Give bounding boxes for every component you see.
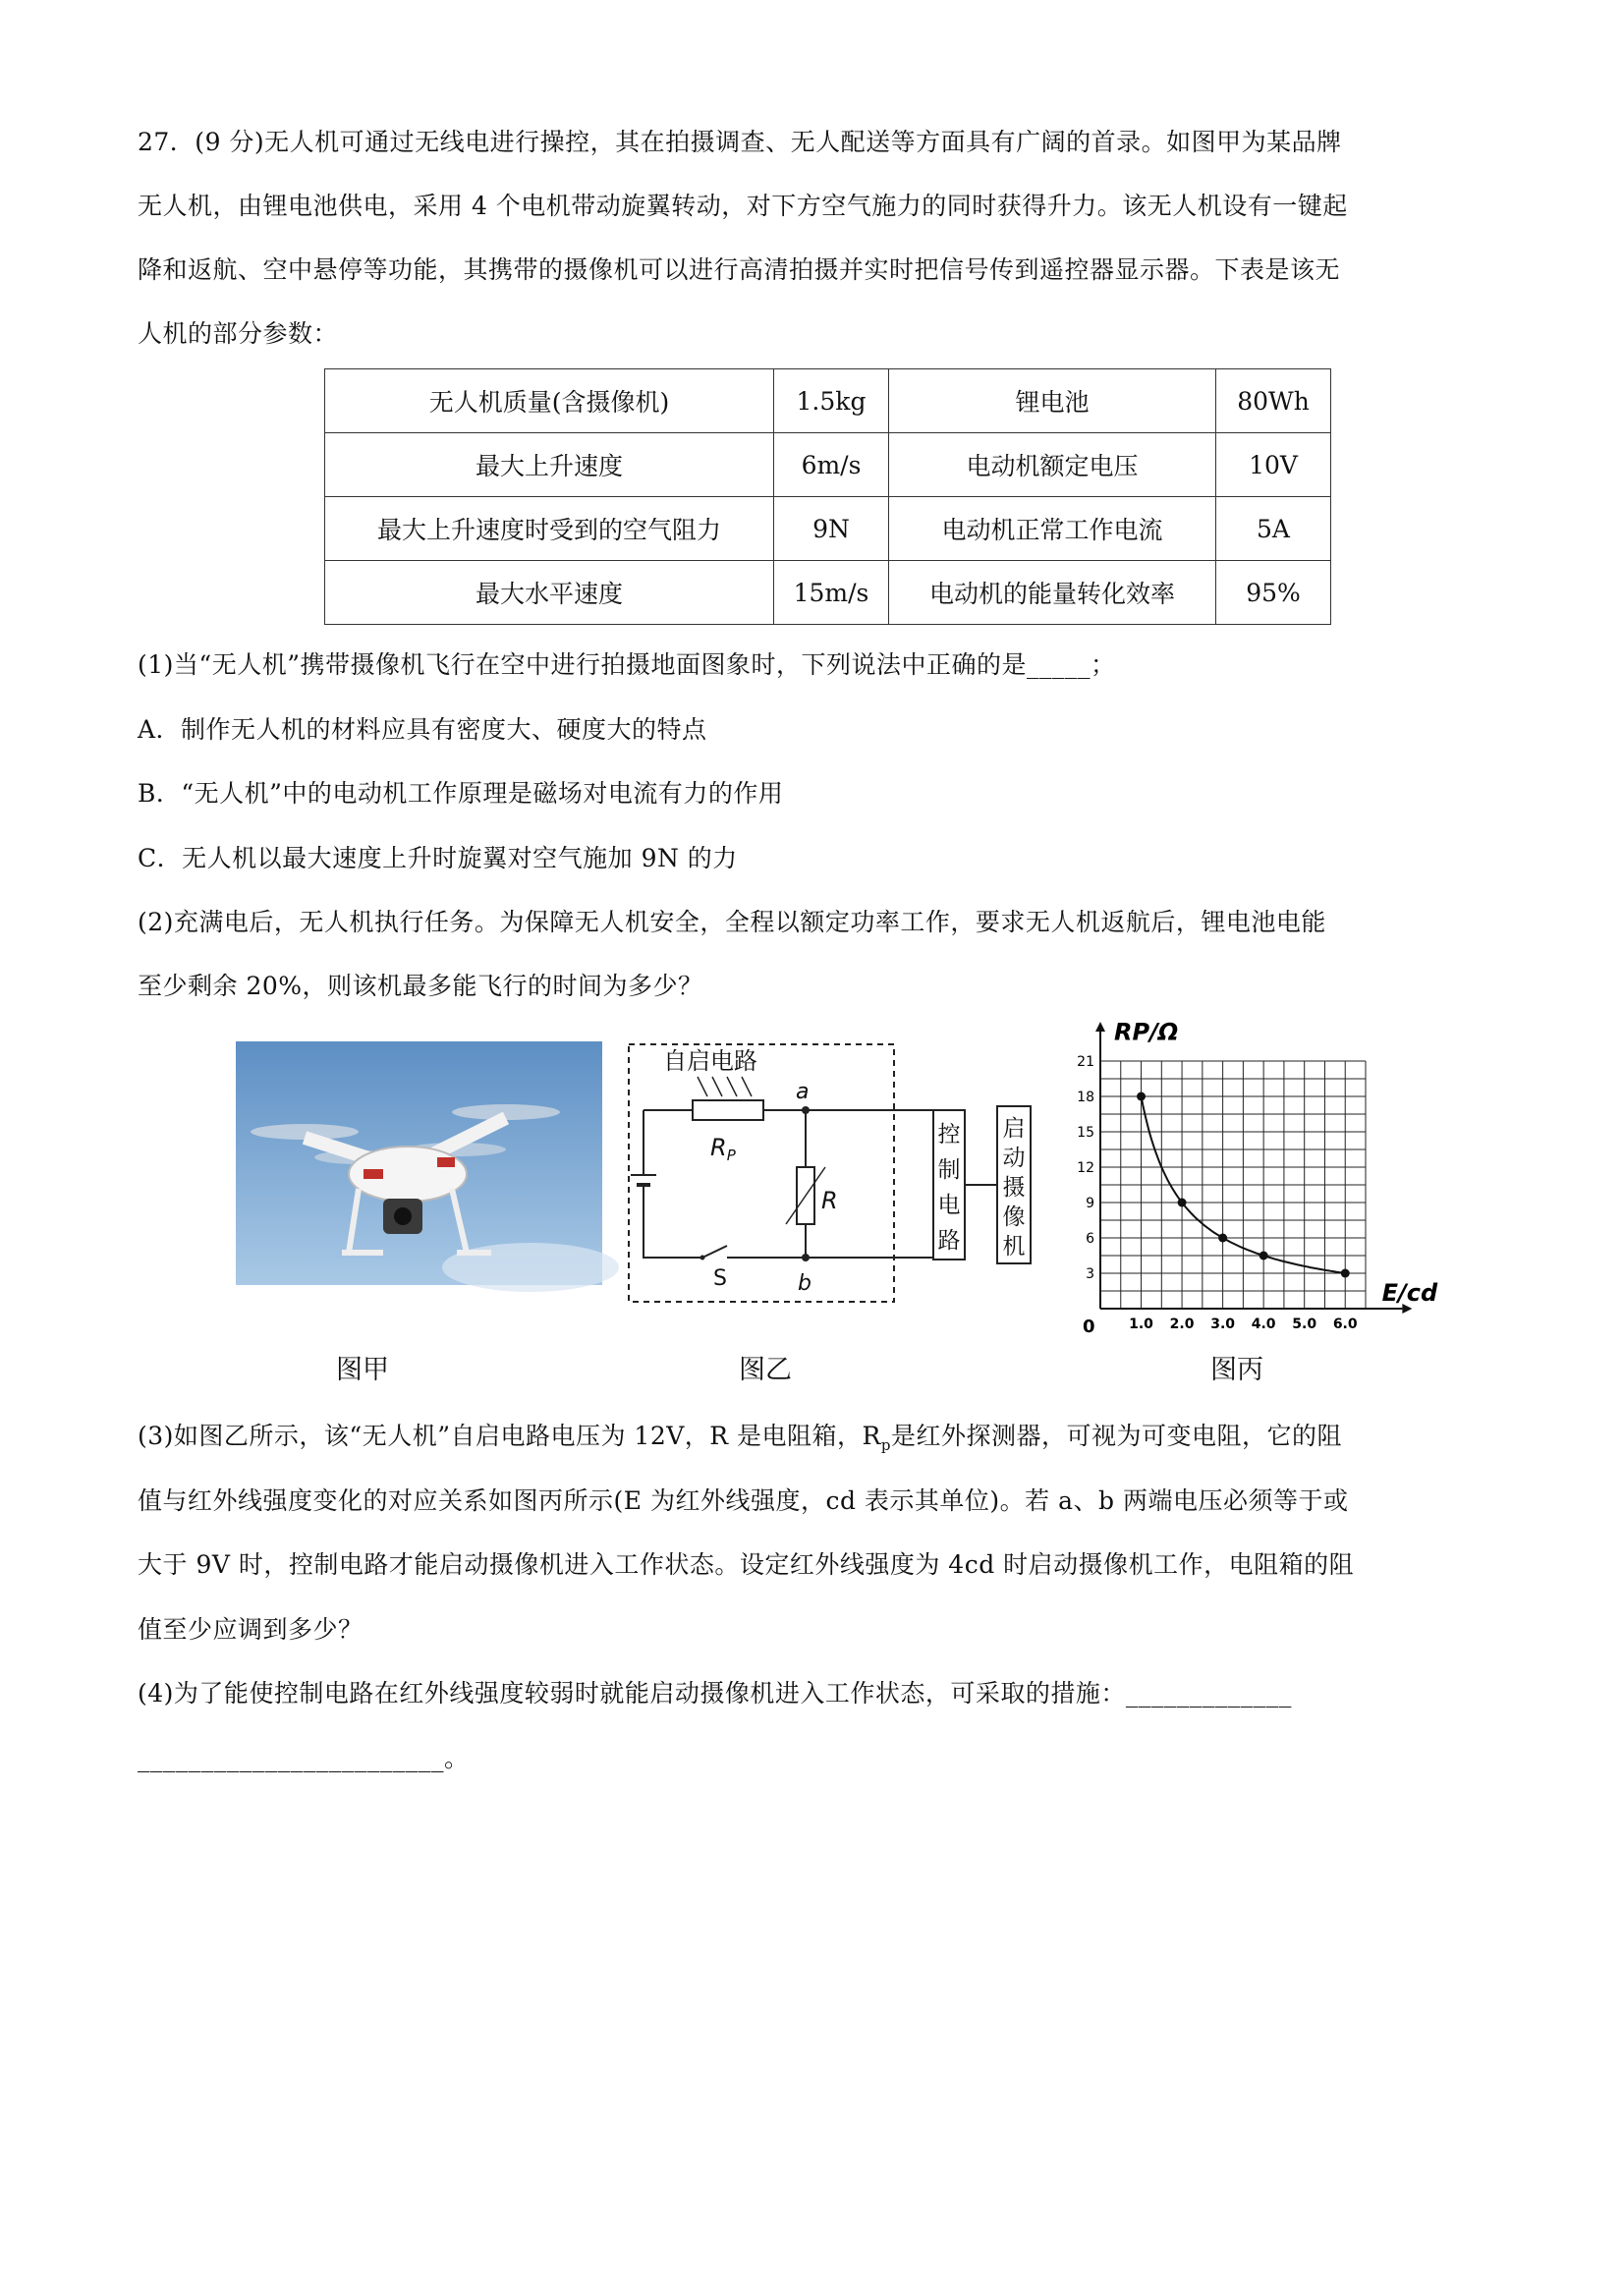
x-tick-label: 2.0	[1169, 1316, 1195, 1332]
table-cell: 9N	[774, 497, 889, 561]
table-cell: 最大水平速度	[325, 561, 774, 625]
q3-line2: 值与红外线强度变化的对应关系如图丙所示(E 为红外线强度，cd 表示其单位)。若 a、b 两端电压必须等于或	[138, 1486, 1349, 1515]
q2-line2: 至少剩余 20%，则该机最多能飞行的时间为多少？	[138, 972, 703, 1000]
data-point	[1259, 1252, 1268, 1260]
camera-start-char: 启	[1002, 1116, 1026, 1142]
circuit-title: 自启电路	[663, 1047, 757, 1075]
q4-line1: (4)为了能使控制电路在红外线强度较弱时就能启动摄像机进入工作状态，可采取的措施：_____________	[138, 1679, 1292, 1708]
table-cell: 最大上升速度时受到的空气阻力	[325, 497, 774, 561]
q2-line1: (2)充满电后，无人机执行任务。为保障无人机安全，全程以额定功率工作，要求无人机返航后，锂电池电能	[138, 908, 1326, 936]
q3-line4: 值至少应调到多少？	[138, 1615, 364, 1644]
camera-start-char: 像	[1002, 1204, 1026, 1230]
svg-text:RP	[710, 1134, 737, 1164]
rp-sub-label: P	[726, 1147, 736, 1164]
x-tick-label: 6.0	[1332, 1316, 1358, 1332]
control-circuit-char: 控	[937, 1122, 961, 1148]
y-tick-label: 12	[1077, 1160, 1094, 1176]
control-circuit-char: 电	[937, 1193, 961, 1218]
node-a-label: a	[796, 1080, 810, 1104]
node-b-label: b	[798, 1271, 812, 1296]
camera-start-char: 机	[1002, 1234, 1026, 1260]
parameter-table	[324, 368, 1331, 625]
question-27-intro-line2: 无人机，由锂电池供电，采用 4 个电机带动旋翼转动，对下方空气施力的同时获得升力。该无人机设有一键起	[138, 192, 1348, 220]
drone-photo	[236, 1041, 602, 1285]
data-point	[1178, 1199, 1187, 1207]
data-point	[1137, 1092, 1146, 1101]
x-tick-label: 3.0	[1210, 1316, 1236, 1332]
q1-option-c: C．无人机以最大速度上升时旋翼对空气施加 9N 的力	[138, 844, 738, 872]
camera-start-char: 摄	[1002, 1175, 1026, 1201]
figure-bing-caption: 图丙	[1210, 1355, 1263, 1385]
table-cell: 最大上升速度	[325, 433, 774, 497]
y-tick-label: 6	[1086, 1231, 1094, 1247]
figure-jia-caption: 图甲	[336, 1355, 389, 1385]
table-cell: 无人机质量(含摄像机)	[325, 369, 774, 433]
table-cell: 电动机额定电压	[889, 433, 1216, 497]
control-circuit-char: 路	[937, 1228, 961, 1254]
r-label: R	[821, 1187, 838, 1214]
x-tick-label: 4.0	[1251, 1316, 1276, 1332]
table-cell: 电动机正常工作电流	[889, 497, 1216, 561]
q1-option-b: B．“无人机”中的电动机工作原理是磁场对电流有力的作用	[138, 779, 784, 808]
table-cell: 10V	[1216, 433, 1331, 497]
q4-line2: ________________________。	[138, 1744, 470, 1772]
question-27-intro-line1: 27．(9 分)无人机可通过无线电进行操控，其在拍摄调查、无人配送等方面具有广阔的首录。如图甲为某品牌	[138, 128, 1342, 156]
y-tick-label: 21	[1077, 1054, 1094, 1070]
q1-option-a: A．制作无人机的材料应具有密度大、硬度大的特点	[138, 715, 707, 744]
table-cell: 6m/s	[774, 433, 889, 497]
y-axis-arrow	[1095, 1022, 1105, 1032]
table-cell: 95%	[1216, 561, 1331, 625]
question-27-intro-line4: 人机的部分参数：	[138, 319, 339, 348]
table-row	[325, 561, 1331, 625]
table-cell: 锂电池	[889, 369, 1216, 433]
y-tick-label: 18	[1077, 1090, 1094, 1105]
x-axis-label: E/cd	[1381, 1279, 1438, 1307]
q3-line3: 大于 9V 时，控制电路才能启动摄像机进入工作状态。设定红外线强度为 4cd 时启动摄像机工作，电阻箱的阻	[138, 1550, 1355, 1579]
figure-yi-caption: 图乙	[739, 1355, 792, 1385]
rp-vs-e-chart	[1051, 1018, 1438, 1346]
table-row	[325, 433, 1331, 497]
switch-label: S	[713, 1266, 727, 1291]
q3-line1: (3)如图乙所示，该“无人机”自启电路电压为 12V，R 是电阻箱，$R_p$是红外探测器，可视为可变电阻，它的阻	[138, 1422, 1343, 1454]
control-circuit-char: 制	[937, 1157, 961, 1183]
y-tick-label: 9	[1086, 1196, 1094, 1211]
table-cell: 电动机的能量转化效率	[889, 561, 1216, 625]
circuit-diagram	[619, 1039, 1051, 1305]
q1-stem: (1)当“无人机”携带摄像机飞行在空中进行拍摄地面图象时，下列说法中正确的是_____；	[138, 650, 1116, 679]
y-tick-label: 3	[1086, 1266, 1094, 1282]
camera-start-char: 动	[1002, 1146, 1026, 1171]
table-cell: 5A	[1216, 497, 1331, 561]
table-cell: 15m/s	[774, 561, 889, 625]
origin-label: 0	[1083, 1316, 1095, 1337]
question-27-intro-line3: 降和返航、空中悬停等功能，其携带的摄像机可以进行高清拍摄并实时把信号传到遥控器显示器。下表是该无	[138, 255, 1341, 284]
x-tick-label: 1.0	[1129, 1316, 1153, 1332]
table-cell: 80Wh	[1216, 369, 1331, 433]
data-point	[1218, 1234, 1227, 1243]
y-tick-label: 15	[1077, 1125, 1094, 1141]
table-row	[325, 497, 1331, 561]
rp-label: R	[710, 1134, 727, 1161]
data-point	[1341, 1269, 1350, 1278]
table-row	[325, 369, 1331, 433]
table-cell: 1.5kg	[774, 369, 889, 433]
y-axis-label: RP/Ω	[1114, 1018, 1179, 1046]
x-tick-label: 5.0	[1292, 1316, 1317, 1332]
